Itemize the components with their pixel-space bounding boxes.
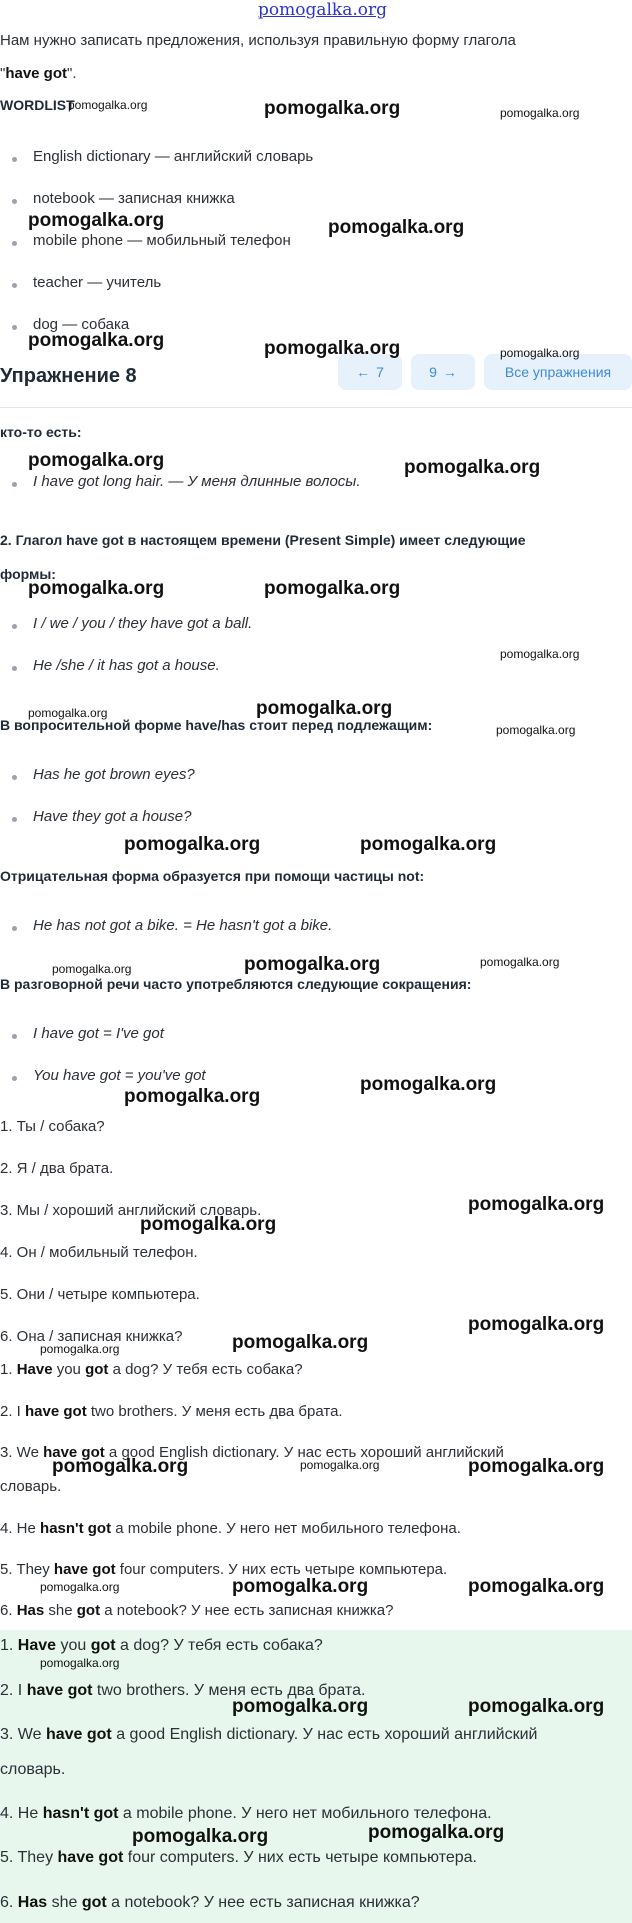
next-exercise-button[interactable] xyxy=(411,354,475,390)
prev-exercise-label: 7 xyxy=(376,364,384,380)
bullet-icon xyxy=(12,1076,17,1081)
intro-bold: have got xyxy=(5,65,68,82)
answer-text: 4. He xyxy=(0,1520,41,1537)
bullet-icon xyxy=(12,775,17,780)
answer-text: a good English dictionary. У нас есть хороший английский xyxy=(104,1444,504,1461)
watermark: pomogalka.org xyxy=(264,338,401,359)
watermark: pomogalka.org xyxy=(468,1576,605,1597)
answer-bold: got xyxy=(85,1361,109,1378)
bullet-icon xyxy=(12,199,17,204)
answer-text: 3. We xyxy=(0,1726,46,1743)
watermark: pomogalka.org xyxy=(264,578,401,599)
watermark: pomogalka.org xyxy=(40,1656,120,1670)
task-item: 4. Он / мобильный телефон. xyxy=(0,1244,198,1261)
watermark: pomogalka.org xyxy=(480,955,560,969)
watermark: pomogalka.org xyxy=(328,217,465,238)
watermark: pomogalka.org xyxy=(28,210,165,231)
answer-text: two brothers. У меня есть два брата. xyxy=(92,1682,366,1699)
wordlist-heading: WORDLIST xyxy=(0,97,75,113)
answer-bold: got xyxy=(90,1637,116,1654)
watermark: pomogalka.org xyxy=(28,450,165,471)
answer-line xyxy=(0,1561,447,1578)
watermark: pomogalka.org xyxy=(40,1342,120,1356)
answer-line xyxy=(0,1520,461,1537)
bullet-icon xyxy=(12,482,17,487)
answer-text: you xyxy=(56,1637,91,1654)
watermark: pomogalka.org xyxy=(468,1696,605,1717)
answer-text: four computers. У них есть четыре компьютера. xyxy=(115,1561,448,1578)
watermark: pomogalka.org xyxy=(68,98,148,112)
answer-text: a mobile phone. У него нет мобильного телефона. xyxy=(118,1805,492,1822)
answer-text: she xyxy=(47,1894,82,1911)
answer-line-cont: словарь. xyxy=(0,1761,66,1778)
answer-line xyxy=(0,1602,394,1619)
watermark: pomogalka.org xyxy=(124,834,261,855)
watermark: pomogalka.org xyxy=(496,723,576,737)
watermark: pomogalka.org xyxy=(244,954,381,975)
wordlist-item: dog — собака xyxy=(33,316,130,333)
answer-line-cont: словарь. xyxy=(0,1478,62,1495)
grammar-form: I / we / you / they have got a ball. xyxy=(33,615,253,632)
answer-bold: Has xyxy=(16,1602,45,1619)
answer-bold: have got xyxy=(25,1403,87,1420)
next-exercise-label: 9 xyxy=(429,364,437,380)
answer-text: a notebook? У нее есть записная книжка? xyxy=(100,1602,394,1619)
watermark: pomogalka.org xyxy=(52,1456,189,1477)
watermark: pomogalka.org xyxy=(368,1822,505,1843)
quote-open: " xyxy=(0,65,6,82)
answer-text: she xyxy=(44,1602,77,1619)
watermark: pomogalka.org xyxy=(500,346,580,360)
arrow-left-icon: ← xyxy=(356,364,371,380)
negative-example: He has not got a bike. = He hasn't got a bike. xyxy=(33,917,333,934)
answer-line xyxy=(0,1894,420,1912)
answer-text: 2. I xyxy=(0,1682,27,1699)
answer-bold: Has xyxy=(17,1894,48,1911)
wordlist-item: notebook — записная книжка xyxy=(33,190,235,207)
answer-bold: hasn't got xyxy=(42,1805,119,1822)
answer-bold: got xyxy=(81,1894,107,1911)
bullet-icon xyxy=(12,817,17,822)
answer-bold: have got xyxy=(43,1444,105,1461)
task-item: 2. Я / два брата. xyxy=(0,1160,114,1177)
bullet-icon xyxy=(12,926,17,931)
arrow-right-icon: → xyxy=(442,364,457,380)
bullet-icon xyxy=(12,1034,17,1039)
answer-text: 1. xyxy=(0,1637,18,1654)
answer-text: 3. We xyxy=(0,1444,44,1461)
wordlist-item: English dictionary — английский словарь xyxy=(33,148,314,165)
task-item: 1. Ты / собака? xyxy=(0,1118,105,1135)
answer-line xyxy=(0,1849,477,1867)
watermark: pomogalka.org xyxy=(468,1194,605,1215)
grammar-example: I have got long hair. — У меня длинные волосы. xyxy=(33,473,361,490)
answer-text: 5. They xyxy=(0,1561,54,1578)
exercise-nav xyxy=(0,352,632,408)
watermark: pomogalka.org xyxy=(500,647,580,661)
all-exercises-label: Все упражнения xyxy=(504,364,612,380)
answer-bold: have got xyxy=(45,1726,112,1743)
watermark: pomogalka.org xyxy=(500,106,580,120)
answer-box xyxy=(0,1630,632,1923)
answer-line xyxy=(0,1637,323,1655)
watermark: pomogalka.org xyxy=(124,1086,261,1107)
exercise-title: Упражнение 8 xyxy=(0,365,137,387)
watermark: pomogalka.org xyxy=(360,1074,497,1095)
task-item: 5. Они / четыре компьютера. xyxy=(0,1286,200,1303)
answer-bold: Have xyxy=(17,1637,57,1654)
watermark: pomogalka.org xyxy=(468,1314,605,1335)
watermark: pomogalka.org xyxy=(232,1576,369,1597)
quote-close: ". xyxy=(67,65,77,82)
bullet-icon xyxy=(12,624,17,629)
answer-line xyxy=(0,1726,537,1744)
bullet-icon xyxy=(12,325,17,330)
negative-rule: Отрицательная форма образуется при помощи частицы not: xyxy=(0,868,425,884)
answer-bold: Have xyxy=(16,1361,53,1378)
question-example: Have they got a house? xyxy=(33,808,192,825)
watermark: pomogalka.org xyxy=(232,1696,369,1717)
answer-text: 4. He xyxy=(0,1805,43,1822)
watermark: pomogalka.org xyxy=(264,98,401,119)
contraction-example: I have got = I've got xyxy=(33,1025,164,1042)
answer-text: 2. I xyxy=(0,1403,26,1420)
answer-line xyxy=(0,1805,492,1823)
watermark: pomogalka.org xyxy=(468,1456,605,1477)
watermark: pomogalka.org xyxy=(404,457,541,478)
answer-text: 5. They xyxy=(0,1849,58,1866)
answer-text: you xyxy=(52,1361,86,1378)
task-item: 6. Она / записная книжка? xyxy=(0,1328,183,1345)
watermark: pomogalka.org xyxy=(40,1580,120,1594)
watermark: pomogalka.org xyxy=(256,698,393,719)
question-example: Has he got brown eyes? xyxy=(33,766,195,783)
answer-bold: have got xyxy=(57,1849,124,1866)
grammar-point-2-cont: формы: xyxy=(0,566,56,582)
bullet-icon xyxy=(12,283,17,288)
watermark: pomogalka.org xyxy=(28,330,165,351)
answer-text: a good English dictionary. У нас есть хороший английский xyxy=(111,1726,538,1743)
watermark: pomogalka.org xyxy=(300,1458,380,1472)
bullet-icon xyxy=(12,666,17,671)
watermark: pomogalka.org xyxy=(28,706,108,720)
answer-bold: got xyxy=(76,1602,101,1619)
grammar-form: He /she / it has got a house. xyxy=(33,657,220,674)
answer-line xyxy=(0,1403,343,1420)
intro-line-2 xyxy=(0,65,77,82)
answer-text: a dog? У тебя есть собака? xyxy=(115,1637,323,1654)
answer-bold: hasn't got xyxy=(40,1520,112,1537)
answer-text: 6. xyxy=(0,1602,17,1619)
bullet-icon xyxy=(12,241,17,246)
watermark: pomogalka.org xyxy=(140,1214,277,1235)
answer-line xyxy=(0,1361,303,1378)
watermark: pomogalka.org xyxy=(28,578,165,599)
watermark: pomogalka.org xyxy=(132,1826,269,1847)
answer-text: 1. xyxy=(0,1361,17,1378)
answer-text: 6. xyxy=(0,1894,18,1911)
answer-text: a mobile phone. У него нет мобильного телефона. xyxy=(111,1520,461,1537)
answer-text: a dog? У тебя есть собака? xyxy=(108,1361,303,1378)
question-rule: В вопросительной форме have/has стоит перед подлежащим: xyxy=(0,717,433,733)
bullet-icon xyxy=(12,157,17,162)
grammar-cut-line: кто-то есть: xyxy=(0,424,82,440)
answer-bold: have got xyxy=(26,1682,93,1699)
answer-text: a notebook? У нее есть записная книжка? xyxy=(106,1894,420,1911)
grammar-point-2: 2. Глагол have got в настоящем времени (Present Simple) имеет следующие xyxy=(0,532,526,548)
answer-text: two brothers. У меня есть два брата. xyxy=(86,1403,343,1420)
watermark: pomogalka.org xyxy=(52,962,132,976)
task-item: 3. Мы / хороший английский словарь. xyxy=(0,1202,262,1219)
contraction-example: You have got = you've got xyxy=(33,1067,206,1084)
wordlist-item: teacher — учитель xyxy=(33,274,162,291)
watermark: pomogalka.org xyxy=(360,834,497,855)
watermark: pomogalka.org xyxy=(232,1332,369,1353)
contraction-rule: В разговорной речи часто употребляются следующие сокращения: xyxy=(0,976,472,992)
answer-text: four computers. У них есть четыре компьютера. xyxy=(123,1849,477,1866)
intro-line: Нам нужно записать предложения, используя правильную форму глагола xyxy=(0,32,516,49)
site-logo[interactable]: pomogalka.org xyxy=(258,0,388,20)
answer-bold: have got xyxy=(53,1561,116,1578)
wordlist-item: mobile phone — мобильный телефон xyxy=(33,232,291,249)
